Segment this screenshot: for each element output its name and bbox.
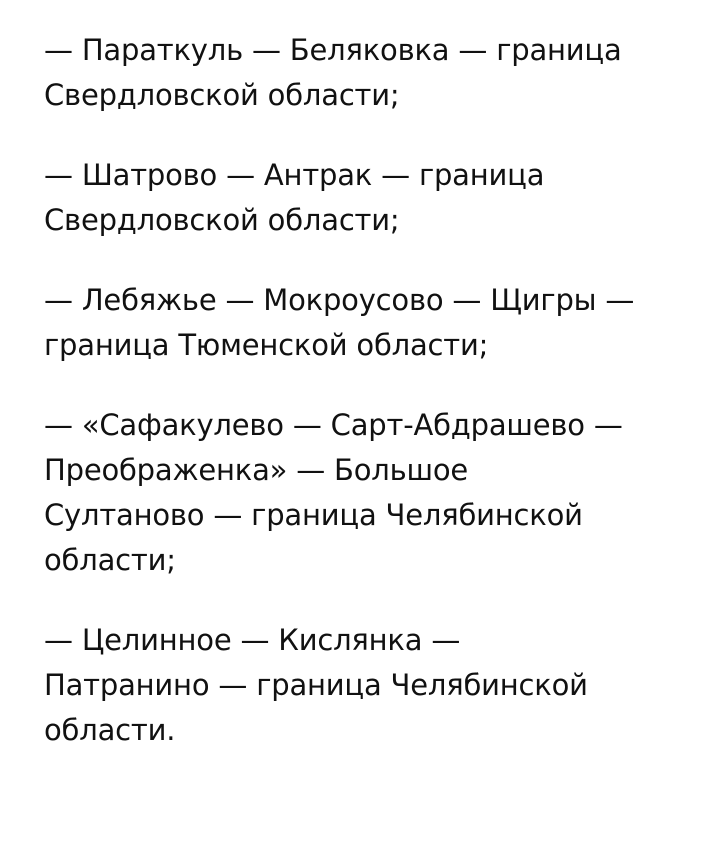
route-line: — Шатрово — Антрак — граница [44, 158, 545, 192]
route-list [44, 28, 694, 788]
route-line: — «Сафакулево — Сарт-Абдрашево — [44, 408, 623, 442]
route-line: Преображенка» — Большое [44, 453, 469, 487]
route-line: области; [44, 543, 176, 577]
route-line: области. [44, 713, 176, 747]
route-item-3 [44, 278, 694, 368]
route-line: Свердловской области; [44, 78, 400, 112]
route-line: — Параткуль — Беляковка — граница [44, 33, 622, 67]
route-line: Свердловской области; [44, 203, 400, 237]
route-line: — Целинное — Кислянка — [44, 623, 461, 657]
route-item-4 [44, 403, 694, 583]
route-item-5 [44, 618, 694, 753]
route-line: граница Тюменской области; [44, 328, 489, 362]
route-line: Султаново — граница Челябинской [44, 498, 583, 532]
route-line: — Лебяжье — Мокроусово — Щигры — [44, 283, 635, 317]
route-line: Патранино — граница Челябинской [44, 668, 588, 702]
route-item-2 [44, 153, 694, 243]
route-item-1 [44, 28, 694, 118]
